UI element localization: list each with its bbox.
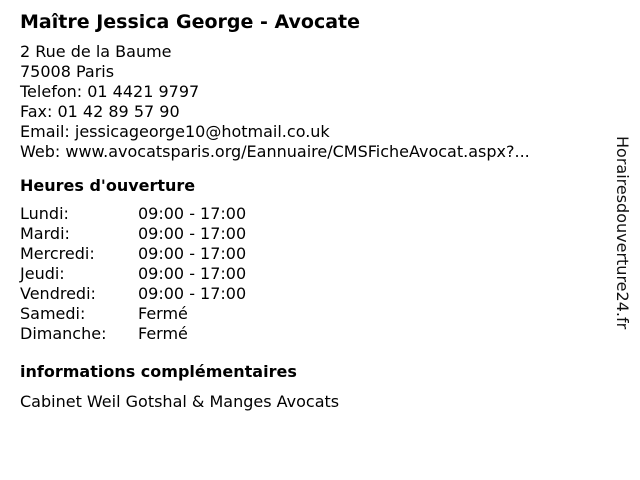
phone-number: Telefon: 01 4421 9797 [20, 82, 200, 101]
business-card [20, 10, 600, 412]
additional-info-text: Cabinet Weil Gotshal & Manges Avocats [20, 392, 340, 411]
fax-number: Fax: 01 42 89 57 90 [20, 102, 180, 121]
email-address: Email: jessicageorge10@hotmail.co.uk [20, 122, 330, 141]
hours-row-sunday [20, 324, 600, 344]
additional-info-heading: informations complémentaires [20, 362, 297, 381]
hours-value: Fermé [138, 304, 188, 323]
opening-hours-table [20, 204, 600, 344]
hours-day: Mercredi: [20, 244, 95, 263]
hours-row-thursday [20, 264, 600, 284]
hours-value: 09:00 - 17:00 [138, 204, 247, 223]
hours-day: Vendredi: [20, 284, 96, 303]
hours-value: 09:00 - 17:00 [138, 284, 247, 303]
address-street: 2 Rue de la Baume [20, 42, 172, 61]
hours-value: 09:00 - 17:00 [138, 244, 247, 263]
hours-value: Fermé [138, 324, 188, 343]
hours-row-saturday [20, 304, 600, 324]
hours-day: Jeudi: [20, 264, 65, 283]
hours-day: Mardi: [20, 224, 70, 243]
website-url: Web: www.avocatsparis.org/Eannuaire/CMSFicheAvocat.aspx?... [20, 142, 530, 161]
hours-day: Lundi: [20, 204, 69, 223]
hours-value: 09:00 - 17:00 [138, 264, 247, 283]
page-title: Maître Jessica George - Avocate [20, 11, 361, 33]
hours-row-monday [20, 204, 600, 224]
watermark-text: Horairesdouverture24.fr [613, 136, 632, 330]
hours-row-tuesday [20, 224, 600, 244]
hours-row-friday [20, 284, 600, 304]
site-watermark [612, 136, 632, 372]
opening-hours-heading: Heures d'ouverture [20, 176, 196, 195]
hours-value: 09:00 - 17:00 [138, 224, 247, 243]
hours-day: Dimanche: [20, 324, 107, 343]
hours-row-wednesday [20, 244, 600, 264]
hours-day: Samedi: [20, 304, 86, 323]
address-city: 75008 Paris [20, 62, 115, 81]
